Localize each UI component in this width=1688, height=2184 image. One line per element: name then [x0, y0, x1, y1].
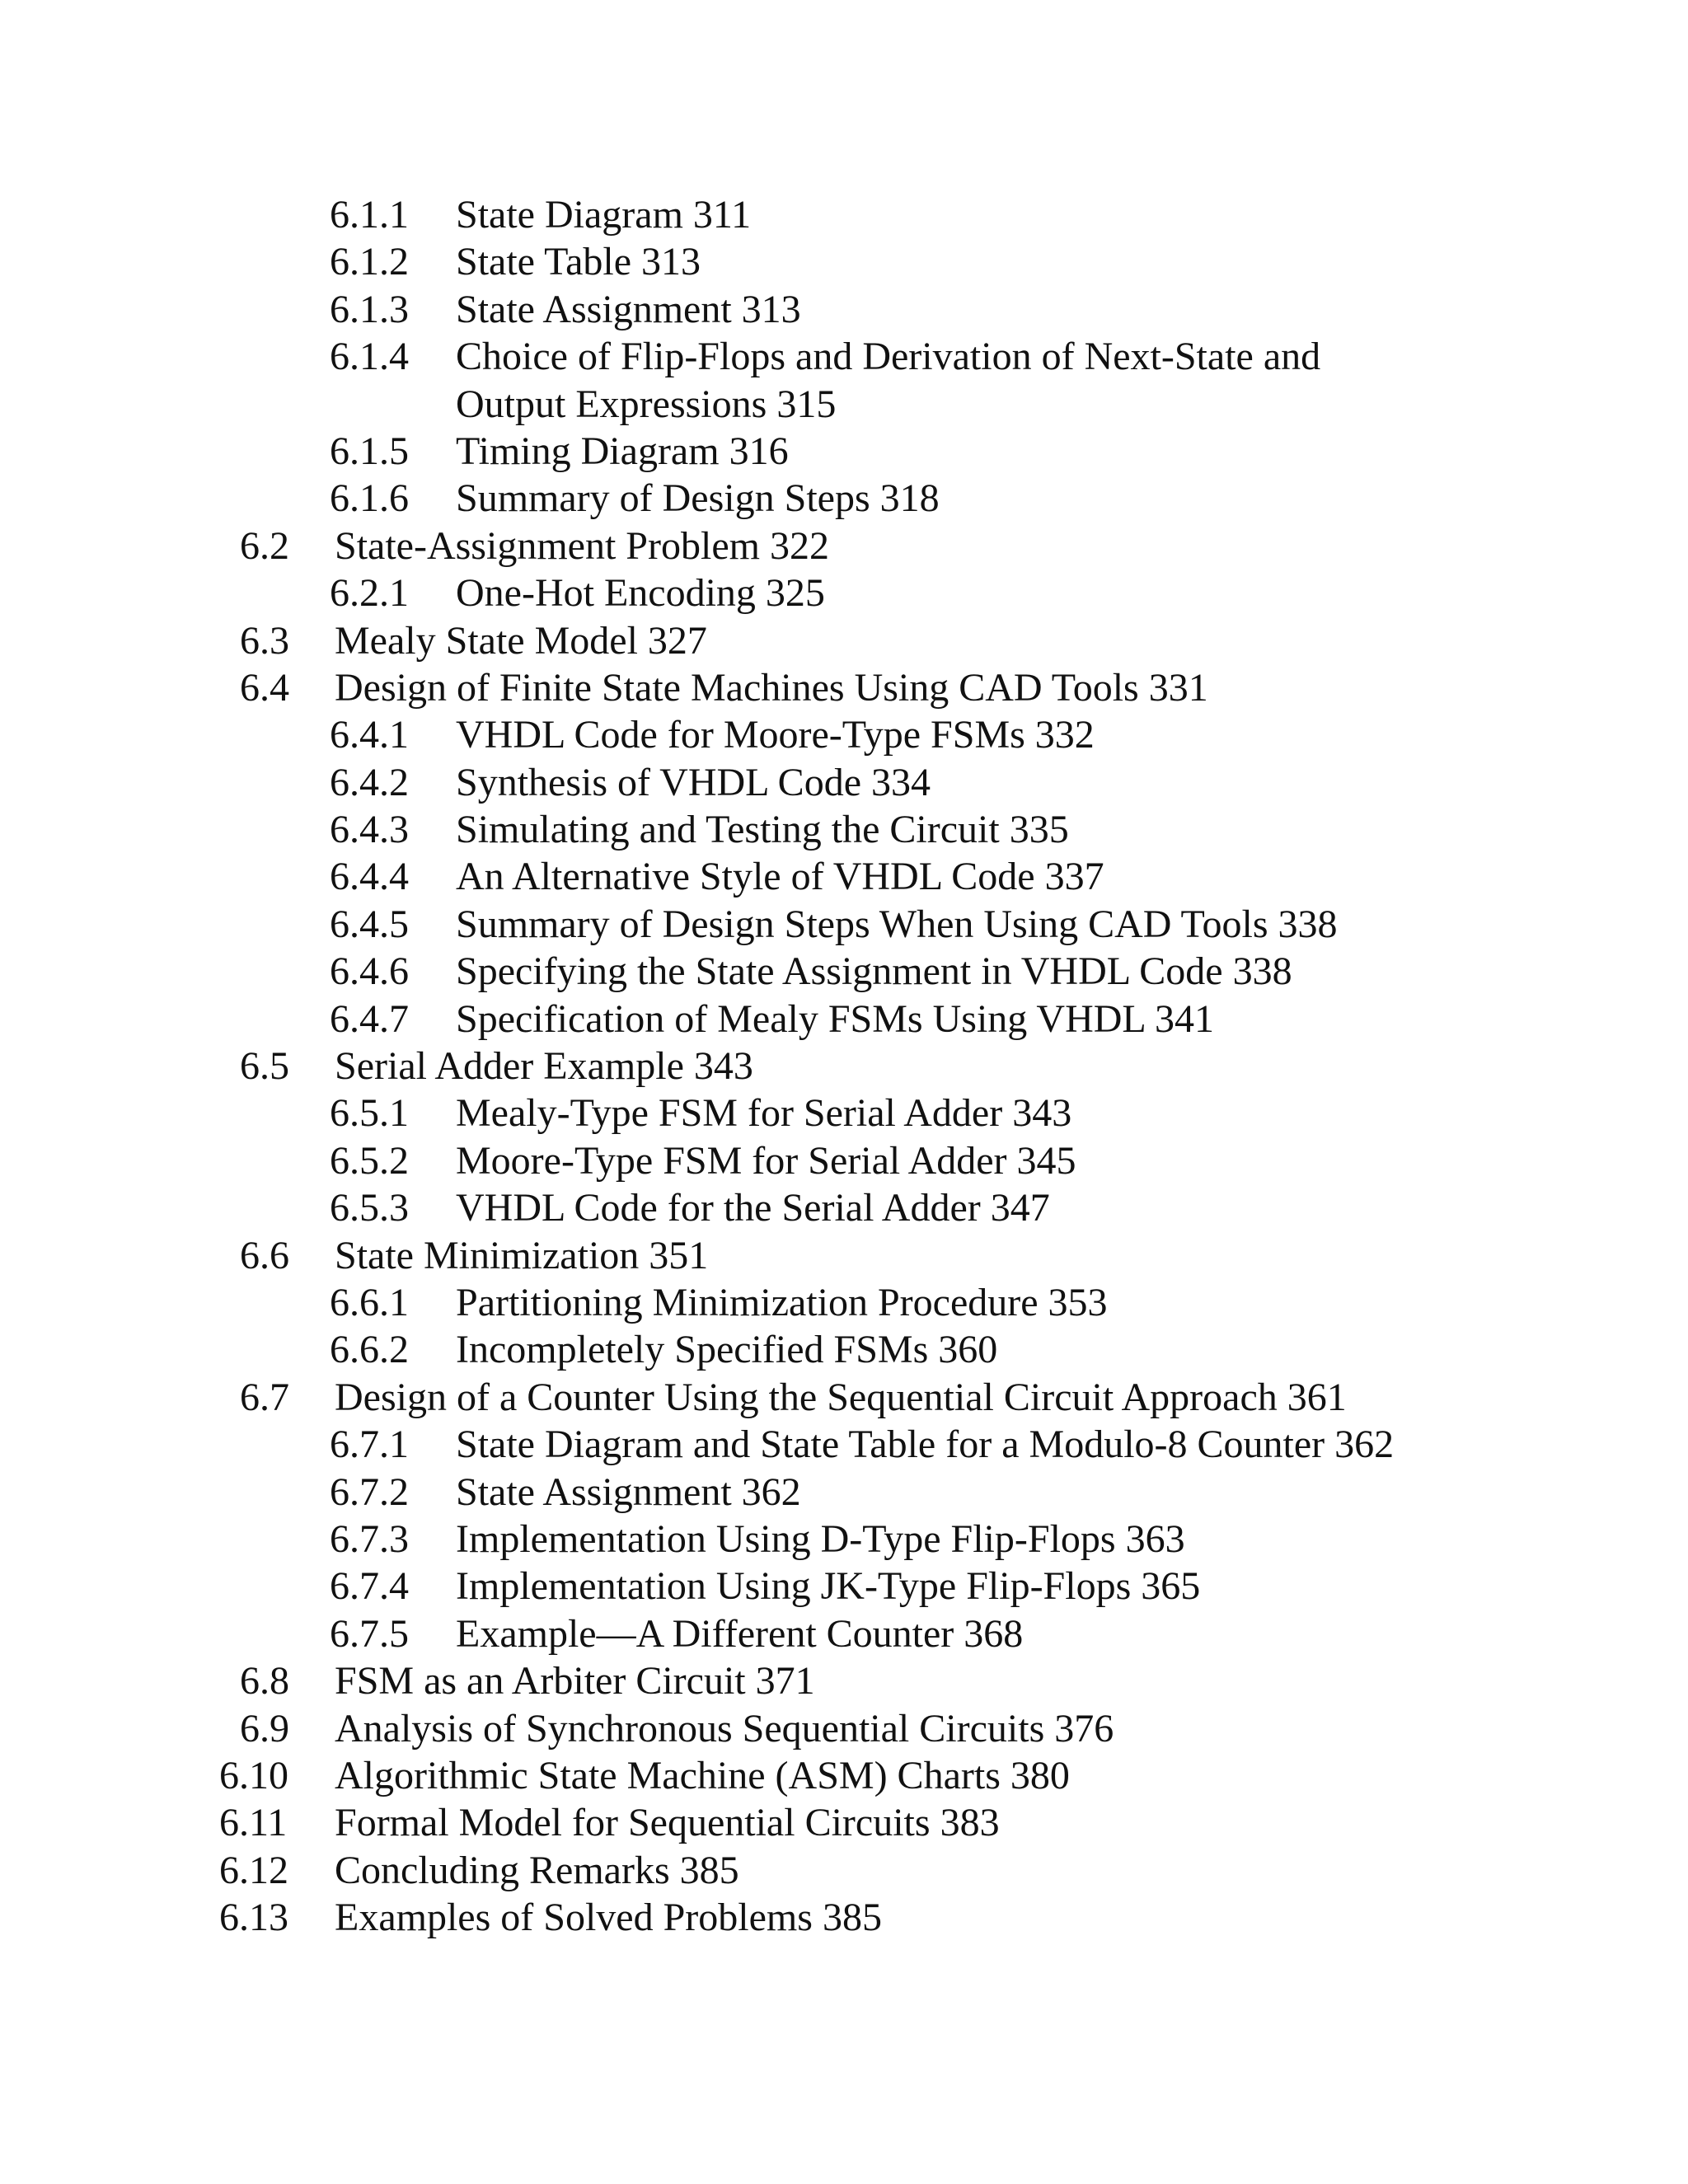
section-number: 6.7.3 [330, 1516, 409, 1561]
section-title: Specification of Mealy FSMs Using VHDL [456, 996, 1145, 1041]
page-number: 313 [741, 287, 801, 331]
section-title-line [456, 806, 1069, 853]
section-number: 6.1.3 [330, 287, 409, 331]
toc-entry [0, 333, 1688, 428]
section-title-line [456, 1516, 1185, 1563]
section-title-line [335, 1657, 815, 1704]
section-title-block [335, 1847, 739, 1894]
toc-entry [0, 1705, 1688, 1752]
section-title-line [335, 1847, 739, 1894]
section-title: Choice of Flip-Flops and Derivation of Next-State and [456, 335, 1321, 379]
section-title-line [335, 1043, 753, 1090]
section-title-line [456, 1326, 997, 1373]
section-number: 6.4.4 [330, 855, 409, 899]
section-title: Example—A Different Counter [456, 1611, 954, 1656]
section-title-block [456, 901, 1338, 948]
section-title-block [456, 333, 1320, 428]
toc-entry [0, 569, 1688, 616]
toc-entry [0, 759, 1688, 806]
section-title: One-Hot Encoding [456, 571, 756, 616]
section-number: 6.4.5 [330, 902, 409, 946]
section-number: 6.2.1 [330, 571, 409, 616]
page-number: 345 [1016, 1138, 1076, 1183]
section-title: Timing Diagram [456, 429, 720, 473]
section-title: Synthesis of VHDL Code [456, 760, 861, 804]
section-title-line [335, 664, 1208, 711]
section-title-line [456, 1090, 1071, 1137]
section-title-line [456, 948, 1292, 995]
toc-entry [0, 996, 1688, 1043]
section-number: 6.5.2 [330, 1138, 409, 1183]
section-title-line [335, 1232, 708, 1279]
section-title-line [456, 996, 1214, 1043]
section-number: 6.3 [240, 618, 289, 663]
toc-entry [0, 1516, 1688, 1563]
section-title-line [456, 238, 701, 285]
section-title: Implementation Using D-Type Flip-Flops [456, 1516, 1116, 1561]
section-title-line [456, 286, 801, 333]
section-title-line [456, 381, 1320, 428]
toc-entry [0, 1469, 1688, 1516]
section-title-block [335, 1752, 1070, 1799]
page-number: 360 [938, 1328, 998, 1372]
section-title-line [456, 1137, 1076, 1184]
section-number: 6.12 [219, 1848, 288, 1892]
page-number: 347 [990, 1186, 1050, 1230]
table-of-contents [0, 191, 1688, 1941]
page-number: 343 [693, 1044, 753, 1089]
section-title-block [335, 1043, 753, 1090]
section-title-block [456, 996, 1214, 1043]
section-number: 6.7.1 [330, 1422, 409, 1467]
toc-entry [0, 1232, 1688, 1279]
toc-entry [0, 1563, 1688, 1610]
section-title-line [456, 475, 940, 522]
section-title: State Diagram and State Table for a Modulo-8 Counter [456, 1422, 1325, 1467]
section-title-line [456, 1279, 1108, 1326]
section-title-line [456, 333, 1320, 380]
section-number: 6.4.3 [330, 808, 409, 852]
section-title-block [456, 569, 825, 616]
page-number: 362 [1334, 1422, 1395, 1467]
section-title-block [456, 475, 940, 522]
section-number: 6.5.3 [330, 1186, 409, 1230]
section-title-line [335, 617, 707, 664]
section-number: 6.1.5 [330, 429, 409, 473]
toc-entry [0, 475, 1688, 522]
section-number: 6.2 [240, 523, 289, 568]
page-number: 316 [729, 429, 789, 473]
section-title-block [456, 286, 801, 333]
page-number: 385 [679, 1848, 739, 1892]
page-number: 327 [647, 618, 707, 663]
section-title: Design of a Counter Using the Sequential Circuit Approach [335, 1375, 1278, 1419]
section-title: Summary of Design Steps [456, 476, 870, 521]
section-number: 6.1.1 [330, 193, 409, 237]
page-number: 362 [741, 1469, 801, 1514]
section-title-block [456, 1421, 1394, 1468]
section-title-block [456, 1137, 1076, 1184]
section-number: 6.9 [240, 1706, 289, 1750]
section-title-block [456, 191, 751, 238]
section-number: 6.4.7 [330, 996, 409, 1041]
section-number: 6.1.4 [330, 335, 409, 379]
section-number: 6.11 [219, 1801, 288, 1845]
section-title-line [335, 1705, 1114, 1752]
section-title-line [456, 1563, 1200, 1610]
section-title-line [335, 523, 829, 569]
toc-entry [0, 901, 1688, 948]
toc-entry [0, 617, 1688, 664]
section-title-line [456, 711, 1095, 758]
section-title: Moore-Type FSM for Serial Adder [456, 1138, 1007, 1183]
section-number: 6.7 [240, 1375, 289, 1419]
page-number: 332 [1034, 713, 1095, 757]
section-title: Design of Finite State Machines Using CAD Tools [335, 665, 1139, 710]
section-number: 6.4.2 [330, 760, 409, 804]
section-title-block [456, 853, 1104, 900]
toc-entry [0, 286, 1688, 333]
page-number: 353 [1048, 1281, 1108, 1324]
toc-entry [0, 948, 1688, 995]
toc-entry [0, 1043, 1688, 1090]
section-title-block [335, 1374, 1347, 1421]
page-number: 365 [1141, 1564, 1201, 1609]
section-number: 6.7.2 [330, 1469, 409, 1514]
section-title-block [456, 1516, 1185, 1563]
section-number: 6.6.1 [330, 1281, 409, 1324]
toc-entry [0, 523, 1688, 569]
section-title: VHDL Code for the Serial Adder [456, 1186, 981, 1230]
page-number: 335 [1009, 808, 1069, 852]
toc-entry [0, 664, 1688, 711]
page-number: 363 [1125, 1516, 1185, 1561]
page-number: 351 [649, 1233, 709, 1277]
section-title-block [456, 1279, 1108, 1326]
page-number: 318 [879, 476, 940, 521]
section-title-line [456, 759, 931, 806]
section-number: 6.13 [219, 1896, 288, 1940]
page-number: 383 [940, 1801, 1000, 1845]
section-title: State-Assignment Problem [335, 523, 760, 568]
section-title-line [335, 1374, 1347, 1421]
page-number: 338 [1232, 949, 1292, 994]
section-title: Simulating and Testing the Circuit [456, 808, 1000, 852]
section-title-block [456, 759, 931, 806]
section-number: 6.6 [240, 1233, 289, 1277]
section-number: 6.5.1 [330, 1091, 409, 1136]
section-title-block [335, 1232, 708, 1279]
section-number: 6.8 [240, 1659, 289, 1704]
section-title: State Assignment [456, 287, 732, 331]
toc-entry [0, 711, 1688, 758]
toc-entry [0, 1847, 1688, 1894]
page-number: 322 [769, 523, 829, 568]
page-number: 341 [1154, 996, 1214, 1041]
page-number: 376 [1054, 1706, 1114, 1750]
section-number: 6.6.2 [330, 1328, 409, 1372]
section-number: 6.10 [219, 1753, 288, 1797]
page-number: 368 [964, 1611, 1024, 1656]
page-number: 315 [776, 382, 837, 426]
toc-entry [0, 1326, 1688, 1373]
section-title: Incompletely Specified FSMs [456, 1328, 929, 1372]
section-number: 6.1.6 [330, 476, 409, 521]
section-title-block [456, 711, 1095, 758]
page-number: 371 [755, 1659, 815, 1704]
section-title: Partitioning Minimization Procedure [456, 1281, 1039, 1324]
toc-entry [0, 1799, 1688, 1846]
section-title-line [456, 853, 1104, 900]
section-title-block [456, 1610, 1023, 1657]
section-title: State Table [456, 240, 632, 284]
section-title: Concluding Remarks [335, 1848, 670, 1892]
section-title-block [456, 238, 701, 285]
page-number: 325 [765, 571, 825, 616]
section-title: An Alternative Style of VHDL Code [456, 855, 1035, 899]
section-title: Implementation Using JK-Type Flip-Flops [456, 1564, 1132, 1609]
section-title: State Assignment [456, 1469, 732, 1514]
section-title-line [456, 1421, 1394, 1468]
section-title: State Diagram [456, 193, 683, 237]
section-title: Mealy State Model [335, 618, 638, 663]
section-title-block [456, 948, 1292, 995]
toc-entry [0, 1279, 1688, 1326]
toc-entry [0, 1184, 1688, 1231]
section-title: Algorithmic State Machine (ASM) Charts [335, 1753, 1001, 1797]
section-title: VHDL Code for Moore-Type FSMs [456, 713, 1025, 757]
section-title-line [456, 1184, 1050, 1231]
toc-entry [0, 1894, 1688, 1941]
section-number: 6.7.5 [330, 1611, 409, 1656]
section-title-block [335, 617, 707, 664]
section-title-block [456, 1090, 1071, 1137]
section-title-line [456, 1469, 801, 1516]
page-number: 334 [871, 760, 931, 804]
section-title: Serial Adder Example [335, 1044, 684, 1089]
page-number: 331 [1148, 665, 1208, 710]
section-title: Formal Model for Sequential Circuits [335, 1801, 931, 1845]
section-title-line [456, 1610, 1023, 1657]
section-title-block [335, 1657, 815, 1704]
toc-entry [0, 806, 1688, 853]
section-title-line [456, 901, 1338, 948]
toc-entry [0, 1421, 1688, 1468]
section-title: FSM as an Arbiter Circuit [335, 1659, 746, 1704]
section-title: Analysis of Synchronous Sequential Circuits [335, 1706, 1045, 1750]
section-title-continued: Output Expressions [456, 382, 767, 426]
section-title: State Minimization [335, 1233, 640, 1277]
section-title-block [456, 1184, 1050, 1231]
page-number: 313 [641, 240, 701, 284]
section-title-block [335, 523, 829, 569]
toc-entry [0, 1610, 1688, 1657]
section-number: 6.7.4 [330, 1564, 409, 1609]
toc-entry [0, 191, 1688, 238]
section-title: Specifying the State Assignment in VHDL Code [456, 949, 1223, 994]
section-number: 6.4.6 [330, 949, 409, 994]
section-title: Examples of Solved Problems [335, 1896, 813, 1940]
section-number: 6.5 [240, 1044, 289, 1089]
section-title-block [335, 1799, 1000, 1846]
toc-entry [0, 1657, 1688, 1704]
section-title: Mealy-Type FSM for Serial Adder [456, 1091, 1003, 1136]
section-title-block [335, 1705, 1114, 1752]
section-title-block [456, 1469, 801, 1516]
section-number: 6.1.2 [330, 240, 409, 284]
section-title-line [456, 569, 825, 616]
section-title-block [335, 1894, 882, 1941]
section-number: 6.4 [240, 665, 289, 710]
toc-entry [0, 1137, 1688, 1184]
section-title-block [335, 664, 1208, 711]
section-title-block [456, 1326, 997, 1373]
page-number: 385 [822, 1896, 882, 1940]
page-number: 361 [1287, 1375, 1347, 1419]
page-number: 311 [692, 193, 752, 237]
toc-entry [0, 1090, 1688, 1137]
section-title-line [335, 1799, 1000, 1846]
section-title-line [456, 191, 751, 238]
section-title-line [456, 428, 789, 475]
page-number: 343 [1012, 1091, 1072, 1136]
section-title-block [456, 428, 789, 475]
section-title-line [335, 1894, 882, 1941]
section-title: Summary of Design Steps When Using CAD Tools [456, 902, 1268, 946]
toc-entry [0, 238, 1688, 285]
toc-entry [0, 1374, 1688, 1421]
page-number: 380 [1010, 1753, 1070, 1797]
page-number: 337 [1044, 855, 1104, 899]
section-title-line [335, 1752, 1070, 1799]
toc-entry [0, 428, 1688, 475]
section-title-block [456, 806, 1069, 853]
toc-entry [0, 853, 1688, 900]
section-number: 6.4.1 [330, 713, 409, 757]
toc-entry [0, 1752, 1688, 1799]
page-number: 338 [1278, 902, 1338, 946]
section-title-block [456, 1563, 1200, 1610]
